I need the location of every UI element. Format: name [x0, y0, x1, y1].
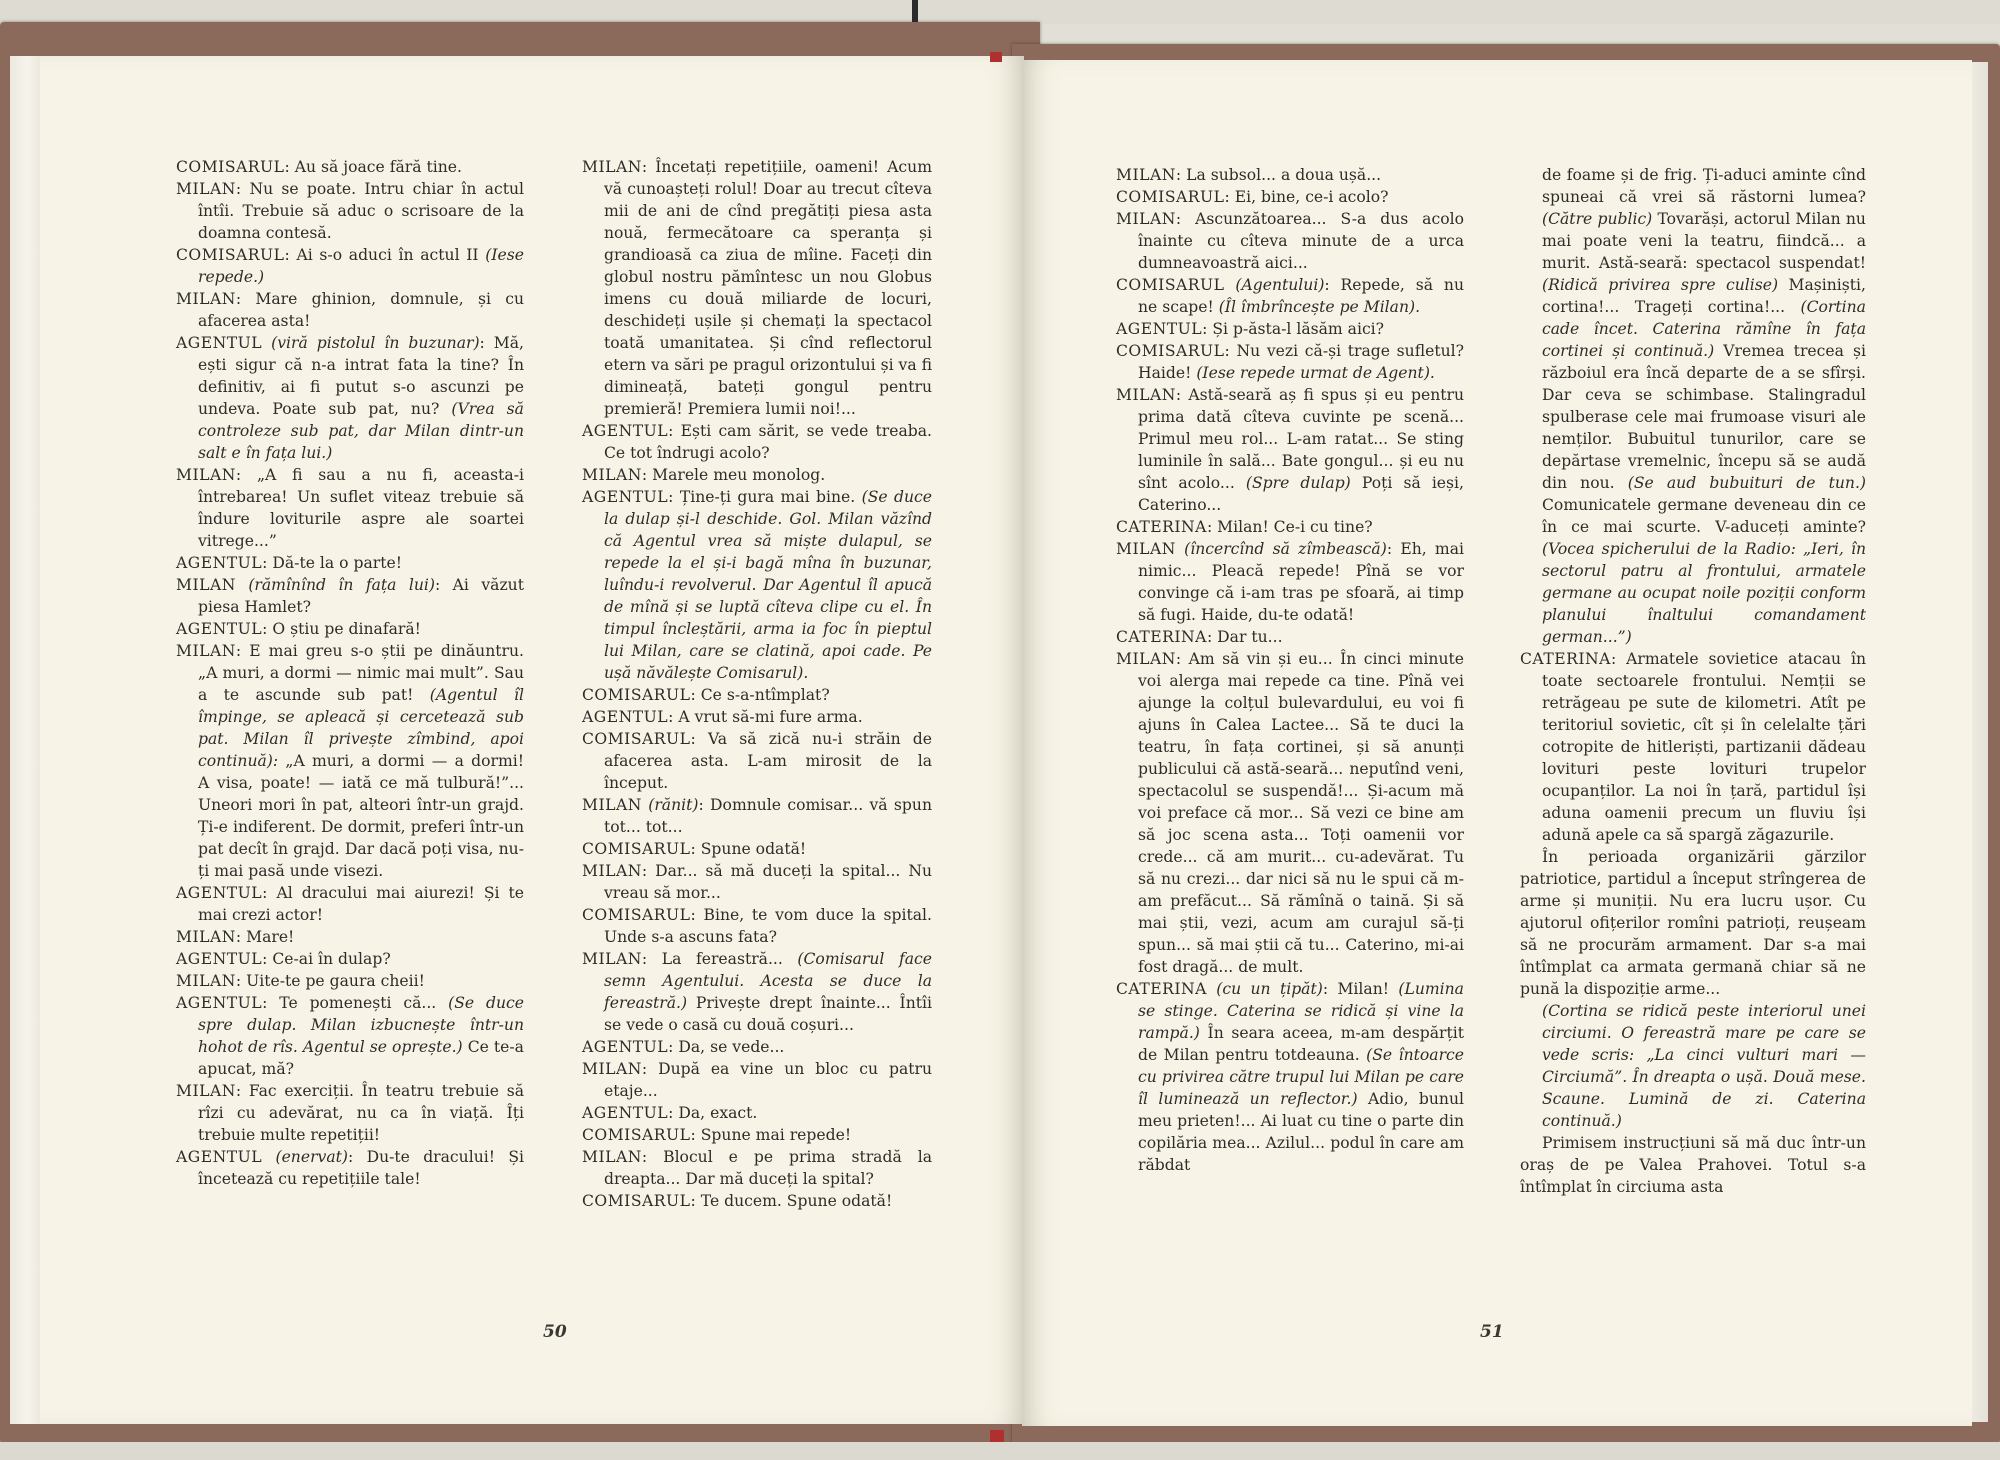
dialogue-line: AGENTUL: Și p-ăsta-l lăsăm aici? — [1116, 320, 1385, 338]
dialogue-line: CATERINA (cu un țipăt): Milan! (Lumina se stinge. Caterina se ridică și vine la rampă.) În seara aceea, m-am despărțit de Milan pentru totdeauna. (Se întoarce cu privirea către trupul lui Milan pe care îl luminează un reflector.) Adio, bunul meu prieten!... Ai luat cu tine o parte din copilăria mea... Azilul... podul în care am răbdat — [1116, 980, 1465, 1174]
speaker-name: MILAN — [176, 180, 236, 198]
paragraph-text: Primisem instrucțiuni să mă duc într-un oraș de pe Valea Prahovei. Totul s-a întîmplat în circiuma asta — [1520, 1134, 1866, 1196]
speaker-name: MILAN — [582, 158, 642, 176]
dialogue-line: MILAN: La fereastră... (Comisarul face semn Agentului. Acesta se duce la fereastră.) Privește drept înainte... Întîi se vede o casă cu două coșuri... — [582, 950, 932, 1034]
dialogue-text: A vrut să-mi fure arma. — [678, 708, 863, 726]
dialogue-line: AGENTUL: Ține-ți gura mai bine. (Se duce la dulap și-l deschide. Gol. Milan văzînd că Agentul vrea să miște dulapul, se repede la el și-i bagă mîna în buzunar, luîndu-i revolverul. Dar Agentul îl apucă de mînă și se luptă cîteva clipe cu el. În timpul încleștării, arma ia foc în pieptul lui Milan, care se clatină, apoi cade. Pe ușă năvălește Comisarul). — [582, 488, 932, 682]
scanner-edge — [912, 0, 918, 24]
dialogue-text: Uite-te pe gaura cheii! — [246, 972, 425, 990]
speaker-name: MILAN — [582, 1148, 642, 1166]
speaker-direction: (Agentului) — [1235, 276, 1325, 294]
speaker-name: MILAN — [176, 642, 236, 660]
dialogue-text: Milan! Ce-i cu tine? — [1217, 518, 1373, 536]
dialogue-line: CATERINA: Dar tu... — [1116, 628, 1283, 646]
dialogue-text: Al dracului mai aiurezi! Și te mai crezi actor! — [198, 884, 524, 924]
dialogue-line: MILAN: E mai greu s-o știi pe dinăuntru. „A muri, a dormi — nimic mai mult”. Sau a te ascunde sub pat! (Agentul îl împinge, se apleacă și cercetează sub pat. Milan îl privește zîmbind, apoi continuă): „A muri, a dormi — a dormi! A visa, poate! — iată ce mă tulbură!”... Uneori mori în pat, alteori într-un grajd. Ți-e indiferent. De dormit, preferi într-un pat decît în grajd. Dar dacă poți visa, nu-ți mai pasă unde visezi. — [176, 642, 524, 880]
stage-direction: (Se duce spre dulap. Milan izbucnește într-un hohot de rîs. Agentul se oprește.) — [198, 994, 524, 1056]
stage-direction: (Vocea spicherului de la Radio: „Ieri, în sectorul patru al frontului, armatele germane au ocupat noile poziții conform planului înaltului comandament german...”) — [1542, 540, 1866, 646]
speaker-name: MILAN — [582, 950, 642, 968]
continued-monologue — [1520, 164, 1866, 648]
speaker-name: MILAN — [176, 290, 236, 308]
dialogue-line: CATERINA: Armatele sovietice atacau în toate sectoarele frontului. Nemții se retrăgeau pe sute de kilometri. Atît pe teritoriul sovietic, cît și în celelalte țări cotropite de hitleriști, partizanii dădeau lovituri peste lovituri trupelor ocupanților. La noi în țară, partidul își aduna oamenii precum un fluviu își adună apele ca să spargă zăgazurile. — [1520, 650, 1866, 844]
dialogue-line: MILAN: Fac exerciții. În teatru trebuie să rîzi cu adevărat, nu ca în viață. Îți trebuie multe repetiții! — [176, 1082, 524, 1144]
dialogue-line: MILAN: Dar... să mă duceți la spital... Nu vreau să mor... — [582, 862, 933, 902]
dialogue-text: Repede, să nu ne scape! — [1138, 276, 1464, 316]
speaker-name: MILAN — [582, 1060, 642, 1078]
dialogue-text: Domnule comisar... vă spun tot... tot... — [604, 796, 932, 836]
speaker-name: AGENTUL — [582, 488, 669, 506]
speaker-name: CATERINA — [1520, 650, 1611, 668]
dialogue-text: Spune mai repede! — [700, 1126, 852, 1144]
stage-direction: (Se aud bubuituri de tun.) — [1627, 474, 1866, 492]
dialogue-text: Mare! — [246, 928, 295, 946]
speaker-name: AGENTUL — [176, 1148, 263, 1166]
dialogue-text: Ține-ți gura mai bine. — [679, 488, 856, 506]
speaker-name: AGENTUL — [176, 994, 263, 1012]
stage-direction: (Către public) — [1542, 210, 1653, 228]
dialogue-text: Ce-ai în dulap? — [272, 950, 391, 968]
speaker-name: AGENTUL — [1116, 320, 1203, 338]
dialogue-line: AGENTUL: Ești cam sărit, se vede treaba. Ce tot îndrugi acolo? — [582, 422, 932, 462]
left-page-column-1 — [176, 156, 524, 1190]
speaker-direction: (viră pistolul în buzunar) — [271, 334, 480, 352]
dialogue-text: Dar... să mă duceți la spital... Nu vreau să mor... — [604, 862, 933, 902]
dialogue-line: MILAN: Încetați repetițiile, oameni! Acum vă cunoașteți rolul! Doar au trecut cîteva mii de ani de cînd pregătiți piesa asta nouă, fermecătoare ca speranța și grandioasă ca ziua de mîine. Faceți din globul nostru pămîntesc un nou Globus imens cu două miliarde de locuri, deschideți ușile și chemați la spectacol toată umanitatea. Și cînd reflectorul etern va sări pe pragul orizontului și va fi dimineață, bateți gongul pentru premieră! Premiera lumii noi!... — [582, 158, 932, 418]
dialogue-line: COMISARUL: Bine, te vom duce la spital. Unde s-a ascuns fata? — [582, 906, 932, 946]
speaker-name: CATERINA — [1116, 980, 1207, 998]
dialogue-text: E mai greu s-o știi pe dinăuntru. „A muri, a dormi — nimic mai mult”. Sau a te ascunde sub pat! — [198, 642, 524, 704]
scan-background-bottom — [0, 1442, 2000, 1460]
dialogue-text: Vremea trecea și războiul era încă departe de a se sfîrși. Dar ceva se schimbase. Stalingradul spulberase cele mai frumoase visuri ale nemților. Bubuitul tunurilor, care se depărtase vremelnic, începu să se audă din nou. — [1542, 342, 1866, 492]
right-page-column-2 — [1520, 164, 1866, 1198]
dialogue-text: Bine, te vom duce la spital. Unde s-a ascuns fata? — [604, 906, 932, 946]
dialogue-line: MILAN (rămînînd în fața lui): Ai văzut piesa Hamlet? — [176, 576, 524, 616]
dialogue-text: de foame și de frig. Ți-aduci aminte cînd spuneai că vrei să răstorni lumea? — [1542, 166, 1866, 206]
dialogue-text: Nu vezi că-și trage sufletul? Haide! — [1138, 342, 1465, 382]
stage-direction-block — [1520, 1000, 1866, 1132]
dialogue-text: Ai s-o aduci în actul II — [296, 246, 479, 264]
dialogue-line: AGENTUL (enervat): Du-te dracului! Și încetează cu repetițiile tale! — [176, 1148, 524, 1188]
dialogue-line: MILAN: Mare ghinion, domnule, și cu afacerea asta! — [176, 290, 524, 330]
dialogue-text: Și p-ăsta-l lăsăm aici? — [1212, 320, 1385, 338]
stage-direction: (Se întoarce cu privirea către trupul lui Milan pe care îl luminează un reflector.) — [1138, 1046, 1464, 1108]
dialogue-text: Te ducem. Spune odată! — [700, 1192, 893, 1210]
dialogue-line: AGENTUL: A vrut să-mi fure arma. — [582, 708, 863, 726]
speaker-name: MILAN — [176, 466, 236, 484]
speaker-name: MILAN — [582, 796, 642, 814]
speaker-name: MILAN — [1116, 650, 1176, 668]
speaker-name: COMISARUL — [176, 158, 285, 176]
dialogue-line: MILAN: Uite-te pe gaura cheii! — [176, 972, 425, 990]
speaker-name: AGENTUL — [582, 422, 669, 440]
stage-direction: (Comisarul face semn Agentului. Acesta se duce la fereastră.) — [604, 950, 932, 1012]
dialogue-text: Au să joace fără tine. — [294, 158, 462, 176]
speaker-name: MILAN — [1116, 166, 1176, 184]
speaker-name: COMISARUL — [582, 1192, 691, 1210]
dialogue-line: COMISARUL: Va să zică nu-i străin de afacerea asta. L-am mirosit de la început. — [582, 730, 933, 792]
speaker-name: AGENTUL — [582, 708, 669, 726]
dialogue-line: AGENTUL: Te pomenești că... (Se duce spre dulap. Milan izbucnește într-un hohot de rîs. Agentul se oprește.) Ce te-a apucat, mă? — [176, 994, 524, 1078]
dialogue-text: Marele meu monolog. — [652, 466, 826, 484]
dialogue-text: Mașiniști, cortina!... Trageți cortina!... — [1542, 276, 1866, 316]
speaker-name: MILAN — [1116, 386, 1176, 404]
dialogue-text: Va să zică nu-i străin de afacerea asta. L-am mirosit de la început. — [604, 730, 933, 792]
narrative-paragraph — [1520, 1132, 1866, 1198]
stage-direction: (Vrea să controleze sub pat, dar Milan dintr-un salt e în fața lui.) — [198, 400, 524, 462]
dialogue-line: CATERINA: Milan! Ce-i cu tine? — [1116, 518, 1373, 536]
dialogue-text: „A fi sau a nu fi, aceasta-i întrebarea! Un suflet viteaz trebuie să îndure loviturile aspre ale soartei vitrege...” — [198, 466, 524, 550]
speaker-name: COMISARUL — [1116, 342, 1225, 360]
speaker-direction: (încercînd să zîmbească) — [1184, 540, 1387, 558]
dialogue-line: AGENTUL: Ce-ai în dulap? — [176, 950, 391, 968]
left-page-column-2 — [582, 156, 932, 1212]
dialogue-text: După ea vine un bloc cu patru etaje... — [604, 1060, 933, 1100]
dialogue-line: COMISARUL: Au să joace fără tine. — [176, 158, 462, 176]
dialogue-line: MILAN: „A fi sau a nu fi, aceasta-i întrebarea! Un suflet viteaz trebuie să îndure loviturile aspre ale soartei vitrege...” — [176, 466, 524, 550]
dialogue-line: MILAN: La subsol... a doua ușă... — [1116, 166, 1382, 184]
dialogue-line: AGENTUL: Dă-te la o parte! — [176, 554, 402, 572]
dialogue-text: Mare ghinion, domnule, și cu afacerea asta! — [198, 290, 524, 330]
stage-direction: (Cortina cade încet. Caterina rămîne în fața cortinei și continuă.) — [1542, 298, 1866, 360]
speaker-name: COMISARUL — [1116, 188, 1225, 206]
dialogue-text: Privește drept înainte... Întîi se vede o casă cu două coșuri... — [604, 994, 932, 1034]
dialogue-text: În seara aceea, m-am despărțit de Milan pentru totdeauna. — [1138, 1024, 1464, 1064]
speaker-name: COMISARUL — [1116, 276, 1225, 294]
dialogue-text: Fac exerciții. În teatru trebuie să rîzi cu adevărat, nu ca în viață. Îți trebuie multe repetiții! — [198, 1082, 524, 1144]
speaker-name: AGENTUL — [176, 950, 263, 968]
dialogue-text: Comunicatele germane deveneau din ce în ce mai scurte. V-aduceți aminte? — [1542, 496, 1866, 536]
dialogue-line: AGENTUL: Al dracului mai aiurezi! Și te mai crezi actor! — [176, 884, 524, 924]
dialogue-text: O știu pe dinafară! — [272, 620, 421, 638]
speaker-name: AGENTUL — [582, 1104, 669, 1122]
speaker-name: AGENTUL — [176, 884, 263, 902]
speaker-direction: (cu un țipăt) — [1216, 980, 1323, 998]
stage-direction: (Spre dulap) — [1245, 474, 1351, 492]
dialogue-text: Blocul e pe prima stradă la dreapta... Dar mă duceți la spital? — [604, 1148, 932, 1188]
dialogue-line: MILAN: După ea vine un bloc cu patru etaje... — [582, 1060, 933, 1100]
dialogue-line: MILAN: Marele meu monolog. — [582, 466, 826, 484]
page-number-right: 51 — [1480, 1322, 1504, 1342]
dialogue-text: Am să vin și eu... În cinci minute voi alerga mai repede ca tine. Pînă vei ajunge la colțul bulevardului, eu voi fi ajuns în Calea Lactee... Să te duci la teatru, în fața cortinei, și să anunți publicului că astă-seară... neputînd veni, spectacolul se suspendă!... Și-acum mă voi preface că mor... Să vezi ce bine am să joc scena asta... Toți oamenii vor crede... că am murit... cu-adevărat. Tu să nu crezi... dar nici să nu le spui că m-am prefăcut... Să rămînă o taină. Și să mai știi, vezi, acum am curajul să-ți spun... să mai știi că tu... Caterino, mi-ai fost dragă... de mult. — [1138, 650, 1465, 976]
dialogue-text: Ce te-a apucat, mă? — [198, 1038, 524, 1078]
speaker-name: MILAN — [582, 466, 642, 484]
dialogue-text: Poți să ieși, Caterino... — [1138, 474, 1464, 514]
speaker-name: MILAN — [1116, 540, 1176, 558]
stage-direction: (Lumina se stinge. Caterina se ridică și vine la rampă.) — [1138, 980, 1464, 1042]
dialogue-text: Adio, bunul meu prieten!... Ai luat cu tine o parte din copilăria mea... Azilul... podul în care am răbdat — [1138, 1090, 1465, 1174]
speaker-name: MILAN — [176, 928, 236, 946]
dialogue-line: COMISARUL (Agentului): Repede, să nu ne scape! (Îl îmbrîncește pe Milan). — [1116, 276, 1464, 316]
speaker-name: AGENTUL — [176, 554, 263, 572]
dialogue-text: Eh, mai nimic... Pleacă repede! Pînă se vor convinge că i-am tras pe sfoară, ai timp să fugi. Haide, du-te odată! — [1138, 540, 1465, 624]
speaker-name: MILAN — [176, 972, 236, 990]
dialogue-text: Te pomenești că... — [279, 994, 437, 1012]
stage-direction: (Îl îmbrîncește pe Milan). — [1218, 298, 1421, 316]
dialogue-text: Astă-seară aș fi spus și eu pentru prima dată cîteva cuvinte pe scenă... Primul meu rol... L-am ratat... Se sting luminile în sală... Bate gongul... și eu nu sînt acolo... — [1138, 386, 1464, 492]
stage-direction: (Iese repede.) — [198, 246, 524, 286]
dialogue-line: COMISARUL: Spune mai repede! — [582, 1126, 852, 1144]
dialogue-text: Milan! — [1337, 980, 1390, 998]
dialogue-line: MILAN: Ascunzătoarea... S-a dus acolo înainte cu cîteva minute de a urca dumneavoastră aici... — [1116, 210, 1464, 272]
speaker-direction: (enervat) — [275, 1148, 348, 1166]
speaker-name: MILAN — [582, 862, 642, 880]
speaker-name: COMISARUL — [582, 1126, 691, 1144]
speaker-name: CATERINA — [1116, 518, 1207, 536]
speaker-name: AGENTUL — [176, 334, 263, 352]
bookmark-ribbon-bottom — [990, 1430, 1004, 1442]
dialogue-text: Du-te dracului! Și încetează cu repetițiile tale! — [198, 1148, 524, 1188]
speaker-name: COMISARUL — [582, 906, 691, 924]
dialogue-line: MILAN: Am să vin și eu... În cinci minute voi alerga mai repede ca tine. Pînă vei ajunge la colțul bulevardului, eu voi fi ajuns în Calea Lactee... Să te duci la teatru, în fața cortinei, și să anunți publicului că astă-seară... neputînd veni, spectacolul se suspendă!... Și-acum mă voi preface că mor... Să vezi ce bine am să joc scena asta... Toți oamenii vor crede... că am murit... cu-adevărat. Tu să nu crezi... dar nici să nu le spui că m-am prefăcut... Să rămînă o taină. Și să mai știi, vezi, acum am curajul să-ți spun... să mai știi că tu... Caterino, mi-ai fost dragă... de mult. — [1116, 650, 1465, 976]
speaker-name: AGENTUL — [582, 1038, 669, 1056]
dialogue-text: Nu se poate. Intru chiar în actul întîi. Trebuie să aduc o scrisoare de la doamna contesă. — [198, 180, 524, 242]
dialogue-line: COMISARUL: Ei, bine, ce-i acolo? — [1116, 188, 1389, 206]
dialogue-text: Dar tu... — [1217, 628, 1283, 646]
page-number-left: 50 — [543, 1322, 567, 1342]
dialogue-line: AGENTUL (viră pistolul în buzunar): Mă, ești sigur că n-a intrat fata la tine? În definitiv, ai fi putut s-o ascunzi pe undeva. Poate sub pat, nu? (Vrea să controleze sub pat, dar Milan dintr-un salt e în fața lui.) — [176, 334, 524, 462]
dialogue-text: Da, se vede... — [678, 1038, 785, 1056]
dialogue-text: Ai văzut piesa Hamlet? — [198, 576, 524, 616]
dialogue-line: AGENTUL: O știu pe dinafară! — [176, 620, 421, 638]
speaker-direction: (rămînînd în fața lui) — [248, 576, 435, 594]
dialogue-text: Ești cam sărit, se vede treaba. Ce tot îndrugi acolo? — [604, 422, 932, 462]
bookmark-ribbon — [990, 52, 1002, 62]
dialogue-line: COMISARUL: Nu vezi că-și trage sufletul? Haide! (Iese repede urmat de Agent). — [1116, 342, 1465, 382]
dialogue-line: COMISARUL: Te ducem. Spune odată! — [582, 1192, 893, 1210]
paragraph-text: În perioada organizării gărzilor patriotice, partidul a început strîngerea de arme și muniții. Nu era lucru ușor. Cu ajutorul ofițerilor romîni patrioți, reușeam să ne procurăm armament. Dar s-a mai întîmplat ca armata germană chiar să ne pună la dispoziție arme... — [1520, 848, 1866, 998]
speaker-name: COMISARUL — [582, 840, 691, 858]
dialogue-line: COMISARUL: Ce s-a-ntîmplat? — [582, 686, 830, 704]
dialogue-line: MILAN (încercînd să zîmbească): Eh, mai nimic... Pleacă repede! Pînă se vor convinge că i-am tras pe sfoară, ai timp să fugi. Haide, du-te odată! — [1116, 540, 1465, 624]
speaker-name: MILAN — [1116, 210, 1176, 228]
dialogue-text: Ce s-a-ntîmplat? — [700, 686, 830, 704]
dialogue-text: La fereastră... — [661, 950, 783, 968]
dialogue-line: COMISARUL: Ai s-o aduci în actul II (Iese repede.) — [176, 246, 524, 286]
stage-direction: (Ridică privirea spre culise) — [1542, 276, 1779, 294]
stage-direction: (Iese repede urmat de Agent). — [1196, 364, 1435, 382]
page-edges-left — [10, 56, 44, 1424]
dialogue-text: Încetați repetițiile, oameni! Acum vă cunoașteți rolul! Doar au trecut cîteva mii de ani de cînd pregătiți piesa asta nouă, fermecătoare ca speranța și grandioasă ca ziua de mîine. Faceți din globul nostru pămîntesc un nou Globus imens cu două miliarde de locuri, deschideți ușile și chemați la spectacol toată umanitatea. Și cînd reflectorul etern va sări pe pragul orizontului și va fi dimineață, bateți gongul pentru premieră! Premiera lumii noi!... — [604, 158, 932, 418]
speaker-name: COMISARUL — [582, 730, 691, 748]
dialogue-text: Tovarăși, actorul Milan nu mai poate veni la teatru, fiindcă... a murit. Astă-seară: spectacol suspendat! — [1542, 210, 1866, 272]
speaker-name: MILAN — [176, 576, 236, 594]
speaker-direction: (rănit) — [648, 796, 699, 814]
dialogue-text: Armatele sovietice atacau în toate sectoarele frontului. Nemții se retrăgeau pe sute de kilometri. Atît pe teritoriul sovietic, cît și în celelalte țări cotropite de hitleriști, partizanii dădeau lovituri peste lovituri trupelor ocupanților. La noi în țară, partidul își aduna oamenii precum un fluviu își adună apele ca să spargă zăgazurile. — [1542, 650, 1866, 844]
dialogue-text: Spune odată! — [700, 840, 807, 858]
dialogue-text: Ei, bine, ce-i acolo? — [1234, 188, 1389, 206]
dialogue-text: Ascunzătoarea... S-a dus acolo înainte cu cîteva minute de a urca dumneavoastră aici... — [1138, 210, 1464, 272]
stage-direction: (Agentul îl împinge, se apleacă și cercetează sub pat. Milan îl privește zîmbind, apoi continuă): — [198, 686, 524, 770]
speaker-name: AGENTUL — [176, 620, 263, 638]
speaker-name: MILAN — [176, 1082, 236, 1100]
dialogue-text: Da, exact. — [678, 1104, 758, 1122]
speaker-name: CATERINA — [1116, 628, 1207, 646]
dialogue-text: La subsol... a doua ușă... — [1186, 166, 1382, 184]
dialogue-line: MILAN: Blocul e pe prima stradă la dreapta... Dar mă duceți la spital? — [582, 1148, 932, 1188]
dialogue-line: AGENTUL: Da, se vede... — [582, 1038, 785, 1056]
dialogue-line: MILAN: Mare! — [176, 928, 295, 946]
dialogue-text: „A muri, a dormi — a dormi! A visa, poate! — iată ce mă tulbură!”... Uneori mori în pat, alteori într-un grajd. Ți-e indiferent. De dormit, preferi într-un pat decît în grajd. Dar dacă poți visa, nu-ți mai pasă unde visezi. — [198, 752, 524, 880]
speaker-name: COMISARUL — [176, 246, 285, 264]
dialogue-line: COMISARUL: Spune odată! — [582, 840, 807, 858]
dialogue-line: MILAN (rănit): Domnule comisar... vă spun tot... tot... — [582, 796, 932, 836]
dialogue-line: MILAN: Astă-seară aș fi spus și eu pentru prima dată cîteva cuvinte pe scenă... Primul meu rol... L-am ratat... Se sting luminile în sală... Bate gongul... și eu nu sînt acolo... (Spre dulap) Poți să ieși, Caterino... — [1116, 386, 1464, 514]
stage-direction: (Se duce la dulap și-l deschide. Gol. Milan văzînd că Agentul vrea să miște dulapul, se repede la el și-i bagă mîna în buzunar, luîndu-i revolverul. Dar Agentul îl apucă de mînă și se luptă cîteva clipe cu el. În timpul încleștării, arma ia foc în pieptul lui Milan, care se clatină, apoi cade. Pe ușă năvălește Comisarul). — [604, 488, 932, 682]
dialogue-text: Mă, ești sigur că n-a intrat fata la tine? În definitiv, ai fi putut s-o ascunzi pe undeva. Poate sub pat, nu? — [198, 334, 524, 418]
dialogue-line: AGENTUL: Da, exact. — [582, 1104, 758, 1122]
right-page-column-1 — [1116, 164, 1464, 1176]
narrative-paragraph — [1520, 846, 1866, 1000]
scan-background-top — [0, 0, 2000, 24]
dialogue-line: MILAN: Nu se poate. Intru chiar în actul întîi. Trebuie să aduc o scrisoare de la doamna contesă. — [176, 180, 524, 242]
speaker-name: COMISARUL — [582, 686, 691, 704]
dialogue-text: Dă-te la o parte! — [272, 554, 402, 572]
stage-direction: (Cortina se ridică peste interiorul unei circiumi. O fereastră mare pe care se vede scris: „La cinci vulturi mari — Circiumă”. În dreapta o ușă. Două mese. Scaune. Lumină de zi. Caterina continuă.) — [1542, 1002, 1866, 1130]
